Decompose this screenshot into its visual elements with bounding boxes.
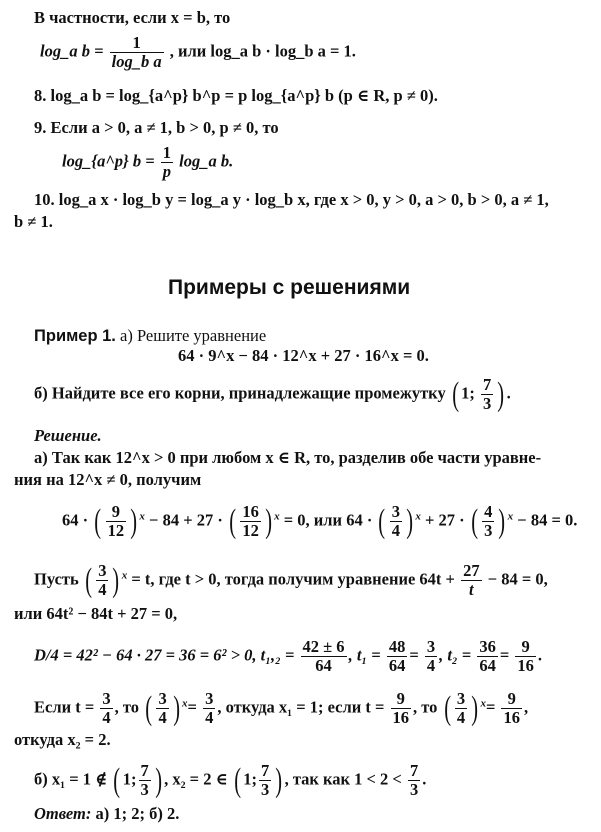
substitution-line: Пусть ( $\frac{3}{4}$ ) $^x$ = t, где t > 0, тогда получим уравнение 64t + $\frac{27}{t}$ − 84 = 0, xyxy=(34,561,548,599)
fraction: $\frac{1}{\text{log\_b a}}$ xyxy=(111,33,162,71)
property-8: 8. log_a b = log_{a^p} b^p = p log_{a^p} b (p ∈ R, p ≠ 0). xyxy=(34,86,438,105)
solution-line-a2: ния на 12^x ≠ 0, получим xyxy=(14,470,202,489)
answer-line xyxy=(34,804,179,824)
example-part-b: б) Найдите все его корни, принадлежащие промежутку ( 1; $\frac{7}{3}$ ) . xyxy=(34,375,511,413)
intro-line: В частности, если x = b, то xyxy=(34,8,231,27)
example-title-line: Пример 1. а) Решите уравнение xyxy=(34,326,267,345)
cases-line: Если t = $\frac{3}{4}$ , то ( $\frac{3}{4}$ ) $^x$= $\frac{3}{4}$ , откуда x₁ = 1; если t = $\frac{9}{16}$ , то ( $\frac{3}{4}$ ) $^x$= $\frac{9}{16}$ , xyxy=(34,689,529,727)
discriminant-line: D/4 = 42² − 64 · 27 = 36 = 6² > 0, t₁,₂ = $\frac{42 \pm 6}{64}$ , t₁ = $\frac{48}{64}$ = $\frac{3}{4}$ , t₂ = $\frac{36}{64}$ = $\frac{9}{16}$ . xyxy=(34,637,542,675)
answer-text: а) 1; 2; б) 2. xyxy=(95,804,180,823)
right-paren: ) xyxy=(497,375,505,413)
formula-reciprocal: log_a b = $\frac{1}{\text{log\_b a}}$ , или log_a b · log_b a = 1. xyxy=(40,33,356,71)
left-paren: ( xyxy=(452,375,459,413)
part-b-solution: б) x₁ = 1 ∉ ( 1; $\frac{7}{3}$ ) , x₂ = 2 ∈ ( 1; $\frac{7}{3}$ ) , так как 1 < 2 < $\frac{7}{3}$ . xyxy=(34,761,427,799)
fraction: $\frac{7}{3}$ xyxy=(483,375,492,413)
example-label: Пример 1. xyxy=(34,327,116,345)
section-heading: Примеры с решениями xyxy=(168,276,411,299)
whence-line: откуда x₂ = 2. xyxy=(14,730,111,749)
property-10: 10. log_a x · log_b y = log_a y · log_b x, где x > 0, y > 0, a > 0, b > 0, a ≠ 1, xyxy=(34,190,549,209)
property-9: 9. Если a > 0, a ≠ 1, b > 0, p ≠ 0, то xyxy=(34,118,279,137)
solution-line-a1: а) Так как 12^x > 0 при любом x ∈ R, то, разделив обе части уравне- xyxy=(34,448,542,467)
example-equation: 64 · 9^x − 84 · 12^x + 27 · 16^x = 0. xyxy=(178,346,429,365)
quadratic-line: или 64t² − 84t + 27 = 0, xyxy=(14,604,178,623)
divided-equation: 64 · ( $\frac{9}{12}$ ) $^x$ − 84 + 27 · ( $\frac{16}{12}$ ) $^x$ = 0, или 64 · ( $\frac{3}{4}$ ) $^x$ + 27 · ( $\frac{4}{3}$ ) $^x$ − 84 = 0. xyxy=(62,502,578,540)
solution-label: Решение. xyxy=(34,426,102,445)
answer-label: Ответ: xyxy=(34,804,92,823)
fraction: $\frac{1}{p}$ xyxy=(162,143,172,181)
property-10-continuation: b ≠ 1. xyxy=(14,212,53,231)
property-9-formula: log_{a^p} b = $\frac{1}{p}$ log_a b. xyxy=(62,143,234,181)
